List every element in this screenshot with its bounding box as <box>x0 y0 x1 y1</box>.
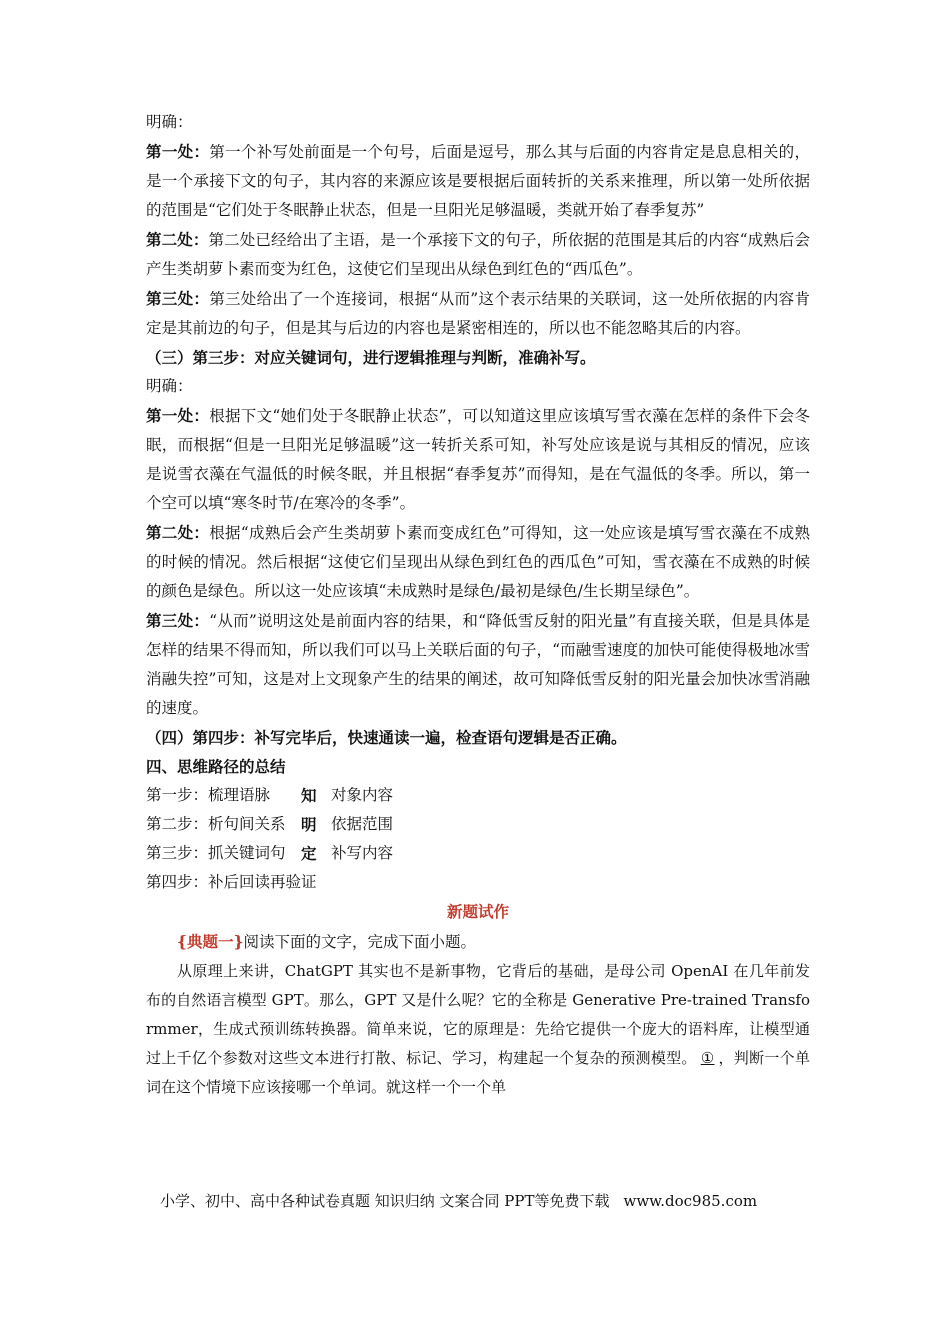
summary-key: 定 <box>301 844 317 863</box>
item-text: 第三处给出了一个连接词，根据“从而”这个表示结果的关联词，这一处所依据的内容肯定是其前边的句子，但是其与后边的内容也是紧密相连的，所以也不能忽略其后的内容。 <box>146 290 810 337</box>
summary-row <box>146 781 810 810</box>
summary-key: 知 <box>301 786 317 805</box>
footer-url: www.doc985.com <box>623 1192 758 1210</box>
item-label: 第一处： <box>146 142 210 161</box>
reading-passage <box>146 957 810 1102</box>
summary-content: 依据范围 <box>331 815 394 833</box>
summary-row <box>146 868 810 897</box>
item-text: “从而”说明这处是前面内容的结果，和“降低雪反射的阳光量”有直接关联，但是具体是怎样的结果不得而知，所以我们可以马上关联后面的句子，“而融雪速度的加快可能使得极地冰雪消融失控”可知，这是对上文现象产生的结果的阐述，故可知降低雪反射的阳光量会加快冰雪消融的速度。 <box>146 612 810 717</box>
item-label: 第二处： <box>146 523 210 542</box>
summary-heading: 四、思维路径的总结 <box>146 757 286 776</box>
item-text: 根据“成熟后会产生类胡萝卜素而变成红色”可得知，这一处应该是填写雪衣藻在不成熟的时候的情况。然后根据“这使它们呈现出从绿色到红色的西瓜色”可知，雪衣藻在不成熟的时候的颜色是绿色。所以这一处应该填“未成熟时是绿色/最初是绿色/生长期呈绿色”。 <box>146 524 810 600</box>
analysis-a-item-1 <box>146 137 810 225</box>
analysis-b-item-3 <box>146 606 810 723</box>
footer-text: 小学、初中、高中各种试卷真题 知识归纳 文案合同 PPT等免费下载 <box>160 1192 610 1210</box>
step3-heading: （三）第三步：对应关键词句，进行逻辑推理与判断，准确补写。 <box>146 348 596 367</box>
analysis-b-item-1 <box>146 401 810 518</box>
question-tag: {典题一} <box>177 932 244 951</box>
section-title: 新题试作 <box>446 902 509 921</box>
item-label: 第三处： <box>146 611 210 630</box>
item-text: 根据下文“她们处于冬眠静止状态”，可以知道这里应该填写雪衣藻在怎样的条件下会冬眠，而根据“但是一旦阳光足够温暖”这一转折关系可知，补写处应该是说与其相反的情况，应该是说雪衣藻在气温低的时候冬眠，并且根据“春季复苏”而得知，是在气温低的冬季。所以，第一个空可以填“寒冬时节/在寒冷的冬季”。 <box>146 407 810 512</box>
summary-key: 明 <box>301 815 317 834</box>
step4-heading: （四）第四步：补写完毕后，快速通读一遍，检查语句逻辑是否正确。 <box>146 728 627 747</box>
item-text: 第一个补写处前面是一个句号，后面是逗号，那么其与后面的内容肯定是息息相关的，是一个承接下文的句子，其内容的来源应该是要根据后面转折的关系来推理，所以第一处所依据的范围是“它们处于冬眠静止状态，但是一旦阳光足够温暖，类就开始了春季复苏” <box>146 143 810 219</box>
item-label: 第三处： <box>146 289 210 308</box>
document-body <box>146 108 810 1102</box>
analysis-a-item-3 <box>146 284 810 343</box>
passage-text-continued: ，判断一个单词在这个情境下应该接哪一个单词。就这样一个一个单 <box>146 1049 810 1096</box>
blank-marker: ① <box>700 1049 715 1067</box>
instruction-text: 阅读下面的文字，完成下面小题。 <box>243 933 476 951</box>
summary-row <box>146 810 810 839</box>
analysis-a-item-2 <box>146 225 810 284</box>
summary-step: 第一步：梳理语脉 <box>146 786 271 804</box>
item-label: 第一处： <box>146 406 210 425</box>
summary-content: 补写内容 <box>331 844 394 862</box>
analysis-b-item-2 <box>146 518 810 606</box>
mingque-label: 明确： <box>146 377 193 395</box>
item-label: 第二处： <box>146 230 209 249</box>
passage-text: 从原理上来讲，ChatGPT 其实也不是新事物，它背后的基础，是母公司 OpenAI 在几年前发布的自然语言模型 GPT。那么，GPT 又是什么呢？它的全称是 Generative Pre-trained Transformmer，生成式预训练转换器。简单来说，它的原理是：先给它提供一个庞大的语料库，让模型通过上千亿个参数对这些文本进行打散、标记、学习，构建起一个复杂的预测模型。 <box>146 962 810 1067</box>
summary-step: 第四步：补后回读再验证 <box>146 873 317 891</box>
summary-step: 第二步：析句间关系 <box>146 815 286 833</box>
mingque-label: 明确： <box>146 113 193 131</box>
summary-step: 第三步：抓关键词句 <box>146 844 286 862</box>
item-text: 第二处已经给出了主语，是一个承接下文的句子，所依据的范围是其后的内容“成熟后会产生类胡萝卜素而变为红色，这使它们呈现出从绿色到红色的“西瓜色”。 <box>146 231 810 278</box>
summary-content: 对象内容 <box>331 786 394 804</box>
question-instruction <box>146 927 810 957</box>
page-footer <box>160 1188 800 1214</box>
summary-row <box>146 839 810 868</box>
